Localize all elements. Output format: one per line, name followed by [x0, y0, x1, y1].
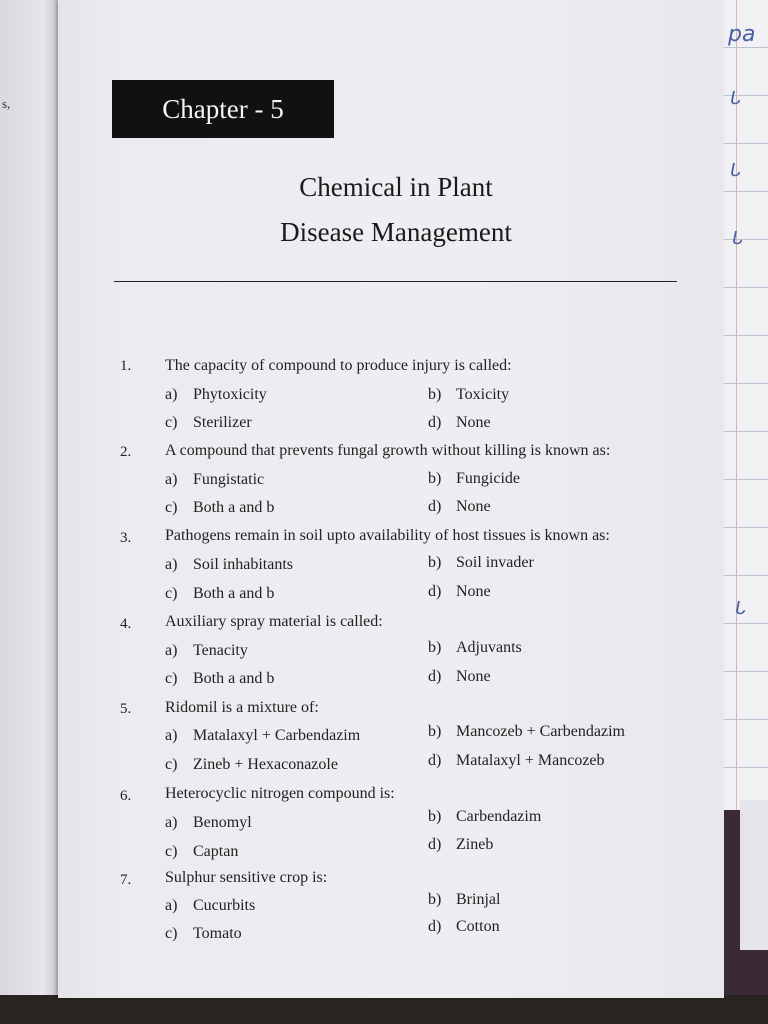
- option-a: a) Cucurbits: [165, 897, 256, 914]
- option-a: a) Soil inhabitants: [165, 556, 293, 573]
- option-b: b) Fungicide: [428, 470, 520, 487]
- table-surface: [0, 995, 768, 1024]
- option-d: d) Zineb: [428, 836, 494, 853]
- option-d: d) Matalaxyl + Mancozeb: [428, 752, 605, 769]
- option-a: a) Phytoxicity: [165, 386, 267, 403]
- option-b: b) Adjuvants: [428, 639, 522, 656]
- option-a: a) Matalaxyl + Carbendazim: [165, 727, 361, 744]
- question-number: 1.: [120, 358, 132, 374]
- option-b: b) Soil invader: [428, 554, 534, 571]
- chapter-title-line-2: Disease Management: [280, 217, 512, 247]
- option-a: a) Tenacity: [165, 642, 248, 659]
- question-text: Sulphur sensitive crop is:: [165, 869, 328, 886]
- option-d: d) Cotton: [428, 918, 500, 935]
- question-text: Ridomil is a mixture of:: [165, 699, 319, 716]
- question-text: Pathogens remain in soil upto availability of host tissues is known as:: [165, 527, 610, 544]
- book-page: [58, 0, 724, 998]
- notebook-margin-line: [736, 0, 737, 810]
- option-a: a) Benomyl: [165, 814, 252, 831]
- question-text: Heterocyclic nitrogen compound is:: [165, 785, 395, 802]
- title-divider: [114, 281, 677, 282]
- chapter-title-line-1: Chemical in Plant: [299, 172, 493, 202]
- option-c: c) Both a and b: [165, 585, 275, 602]
- question-text: Auxiliary spray material is called:: [165, 613, 383, 630]
- handwritten-mark: ᒐ: [735, 598, 747, 619]
- option-c: c) Captan: [165, 843, 239, 860]
- handwritten-mark: ᒐ: [732, 228, 744, 249]
- question-text: A compound that prevents fungal growth without killing is known as:: [165, 442, 611, 459]
- left-page-text-fragment: s,: [2, 96, 11, 111]
- option-c: c) Both a and b: [165, 670, 275, 687]
- option-d: d) None: [428, 498, 491, 515]
- option-a: a) Fungistatic: [165, 471, 265, 488]
- card-behind: [740, 800, 768, 950]
- question-number: 7.: [120, 872, 132, 888]
- option-c: c) Zineb + Hexaconazole: [165, 756, 338, 773]
- handwritten-mark: ᒐ: [730, 160, 742, 181]
- question-text: The capacity of compound to produce injury is called:: [165, 357, 512, 374]
- question-number: 2.: [120, 444, 132, 460]
- option-b: b) Toxicity: [428, 386, 510, 403]
- adjacent-left-page: [0, 0, 62, 1024]
- question-number: 3.: [120, 530, 132, 546]
- chapter-label: Chapter - 5: [112, 80, 334, 138]
- option-c: c) Both a and b: [165, 499, 275, 516]
- option-b: b) Mancozeb + Carbendazim: [428, 723, 625, 740]
- question-number: 6.: [120, 788, 132, 804]
- option-b: b) Carbendazim: [428, 808, 542, 825]
- option-d: d) None: [428, 583, 491, 600]
- option-d: d) None: [428, 414, 491, 431]
- question-number: 4.: [120, 616, 132, 632]
- option-c: c) Tomato: [165, 925, 242, 942]
- option-d: d) None: [428, 668, 491, 685]
- option-b: b) Brinjal: [428, 891, 501, 908]
- handwritten-note: pa: [728, 22, 756, 47]
- option-c: c) Sterilizer: [165, 414, 252, 431]
- handwritten-mark: ᒐ: [730, 88, 742, 109]
- question-number: 5.: [120, 701, 132, 717]
